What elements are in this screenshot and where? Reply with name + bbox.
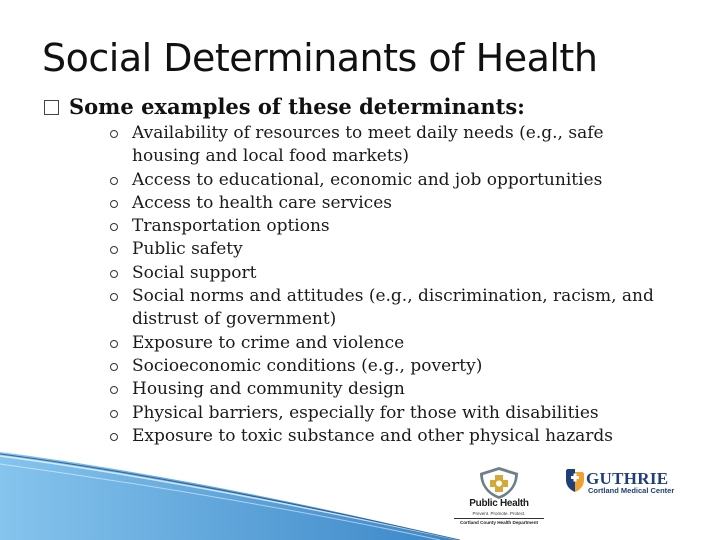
list-item: [110, 122, 670, 169]
decorative-wave: [0, 452, 460, 540]
public-health-shield-icon: [478, 466, 520, 500]
list-item: [110, 262, 670, 285]
list-item-text: Availability of resources to meet daily needs (e.g., safe housing and local food markets): [132, 123, 604, 167]
ring-bullet-icon: [110, 246, 118, 254]
list-item-text: Socioeconomic conditions (e.g., poverty): [132, 355, 483, 376]
list-item-text: Transportation options: [132, 216, 330, 237]
list-item: [110, 378, 670, 401]
ring-bullet-icon: [110, 293, 118, 301]
list-item: [110, 215, 670, 238]
level1-bullet: [44, 94, 704, 119]
list-item-text: Social support: [132, 262, 257, 283]
guthrie-subtitle: Cortland Medical Center: [588, 486, 675, 495]
ring-bullet-icon: [110, 130, 118, 138]
ring-bullet-icon: [110, 410, 118, 418]
list-item-text: Exposure to crime and violence: [132, 332, 405, 353]
list-item-text: Public safety: [132, 239, 243, 260]
list-item-text: Housing and community design: [132, 379, 405, 400]
determinants-list: [110, 122, 670, 448]
guthrie-name: GUTHRIE: [586, 469, 669, 488]
list-item: [110, 285, 670, 332]
list-item: [110, 192, 670, 215]
level1-label: Some examples of these determinants:: [69, 94, 525, 119]
list-item-text: Exposure to toxic substance and other physical hazards: [132, 425, 614, 446]
ring-bullet-icon: [110, 177, 118, 185]
list-item: [110, 355, 670, 378]
guthrie-logo: [564, 468, 714, 498]
list-item: [110, 425, 670, 448]
list-item: [110, 238, 670, 261]
list-item: [110, 402, 670, 425]
public-health-name: Public Health: [469, 498, 529, 509]
square-bullet-icon: [44, 100, 59, 115]
ring-bullet-icon: [110, 433, 118, 441]
guthrie-emblem-icon: [564, 468, 586, 498]
list-item: [110, 332, 670, 355]
public-health-logo: [446, 462, 552, 532]
public-health-department: Cortland County Health Department: [459, 520, 539, 525]
list-item-text: Access to educational, economic and job opportunities: [132, 169, 603, 190]
list-item-text: Physical barriers, especially for those with disabilities: [132, 402, 599, 423]
public-health-tagline: Prevent. Promote. Protect.: [472, 511, 526, 516]
list-item-text: Access to health care services: [132, 192, 392, 213]
list-item: [110, 169, 670, 192]
ring-bullet-icon: [110, 386, 118, 394]
list-item-text: Social norms and attitudes (e.g., discrimination, racism, and distrust of government): [132, 286, 654, 330]
ring-bullet-icon: [110, 363, 118, 371]
ring-bullet-icon: [110, 270, 118, 278]
ring-bullet-icon: [110, 200, 118, 208]
slide-title: Social Determinants of Health: [42, 36, 598, 80]
ring-bullet-icon: [110, 340, 118, 348]
ring-bullet-icon: [110, 223, 118, 231]
logo-divider: [454, 518, 544, 519]
